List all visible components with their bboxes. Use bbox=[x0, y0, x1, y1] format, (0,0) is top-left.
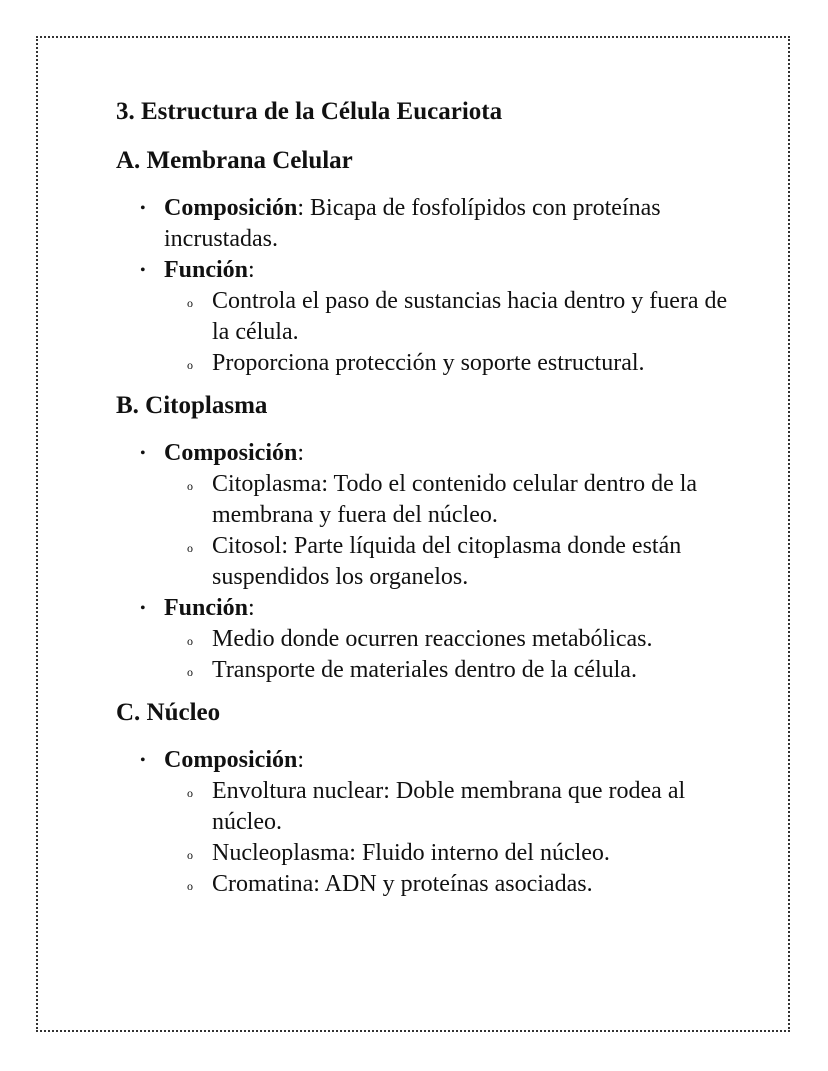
list-item bbox=[116, 438, 736, 593]
sub-item-text: Controla el paso de sustancias hacia dentro y fuera de la célula. bbox=[212, 288, 728, 345]
section-heading: B. Citoplasma bbox=[116, 392, 268, 419]
hollow-bullet-icon: o bbox=[187, 296, 193, 310]
sub-item-text: Citosol: Parte líquida del citoplasma donde están suspendidos los organelos. bbox=[212, 533, 682, 590]
item-term: Composición bbox=[164, 747, 298, 773]
hollow-bullet-icon: o bbox=[187, 541, 193, 555]
bullet-icon: • bbox=[140, 200, 146, 217]
sub-list-item bbox=[116, 869, 736, 900]
bullet-icon: • bbox=[140, 752, 146, 769]
hollow-bullet-icon: o bbox=[187, 879, 193, 893]
sub-list-item bbox=[116, 624, 736, 655]
item-text: : bbox=[297, 747, 305, 773]
sub-list-item bbox=[116, 776, 736, 838]
hollow-bullet-icon: o bbox=[187, 848, 193, 862]
bullet-icon: • bbox=[140, 445, 146, 462]
section-nucleo bbox=[116, 695, 736, 900]
sub-item-text: Proporciona protección y soporte estructural. bbox=[212, 350, 645, 376]
section-heading: A. Membrana Celular bbox=[116, 147, 353, 174]
sub-bullet-list bbox=[164, 624, 736, 686]
document-title: 3. Estructura de la Célula Eucariota bbox=[116, 98, 503, 125]
bullet-icon: • bbox=[140, 600, 146, 617]
bullet-list bbox=[116, 438, 736, 686]
sub-list-item bbox=[116, 531, 736, 593]
list-item bbox=[116, 745, 736, 900]
sub-list-item bbox=[116, 838, 736, 869]
item-text: : bbox=[248, 257, 255, 283]
sub-item-text: Citoplasma: Todo el contenido celular dentro de la membrana y fuera del núcleo. bbox=[212, 471, 698, 528]
hollow-bullet-icon: o bbox=[187, 634, 193, 648]
section-heading: C. Núcleo bbox=[116, 699, 221, 726]
item-term: Composición bbox=[164, 440, 298, 466]
list-item bbox=[116, 193, 736, 255]
sub-bullet-list bbox=[164, 776, 736, 900]
bullet-icon: • bbox=[140, 262, 146, 279]
sub-list-item bbox=[116, 286, 736, 348]
item-text: : bbox=[248, 595, 255, 621]
item-term: Función bbox=[164, 257, 249, 283]
item-term: Composición bbox=[164, 195, 298, 221]
sub-list-item bbox=[116, 655, 736, 686]
sub-item-text: Cromatina: ADN y proteínas asociadas. bbox=[212, 871, 593, 897]
sub-list-item bbox=[116, 469, 736, 531]
sub-item-text: Nucleoplasma: Fluido interno del núcleo. bbox=[212, 840, 610, 866]
list-item bbox=[116, 593, 736, 686]
sub-bullet-list bbox=[164, 286, 736, 379]
item-term: Función bbox=[164, 595, 249, 621]
item-text: : Bicapa de fosfolípidos con proteínas incrustadas. bbox=[164, 195, 661, 252]
sub-item-text: Envoltura nuclear: Doble membrana que rodea al núcleo. bbox=[212, 778, 686, 835]
sub-item-text: Transporte de materiales dentro de la célula. bbox=[212, 657, 637, 683]
hollow-bullet-icon: o bbox=[187, 665, 193, 679]
hollow-bullet-icon: o bbox=[187, 786, 193, 800]
item-text: : bbox=[297, 440, 305, 466]
hollow-bullet-icon: o bbox=[187, 479, 193, 493]
sub-item-text: Medio donde ocurren reacciones metabólicas. bbox=[212, 626, 653, 652]
bullet-list bbox=[116, 745, 736, 900]
section-membrana-celular bbox=[116, 143, 736, 379]
hollow-bullet-icon: o bbox=[187, 358, 193, 372]
sub-list-item bbox=[116, 348, 736, 379]
sub-bullet-list bbox=[164, 469, 736, 593]
section-citoplasma bbox=[116, 388, 736, 686]
list-item bbox=[116, 255, 736, 379]
document-body bbox=[116, 94, 736, 909]
bullet-list bbox=[116, 193, 736, 379]
